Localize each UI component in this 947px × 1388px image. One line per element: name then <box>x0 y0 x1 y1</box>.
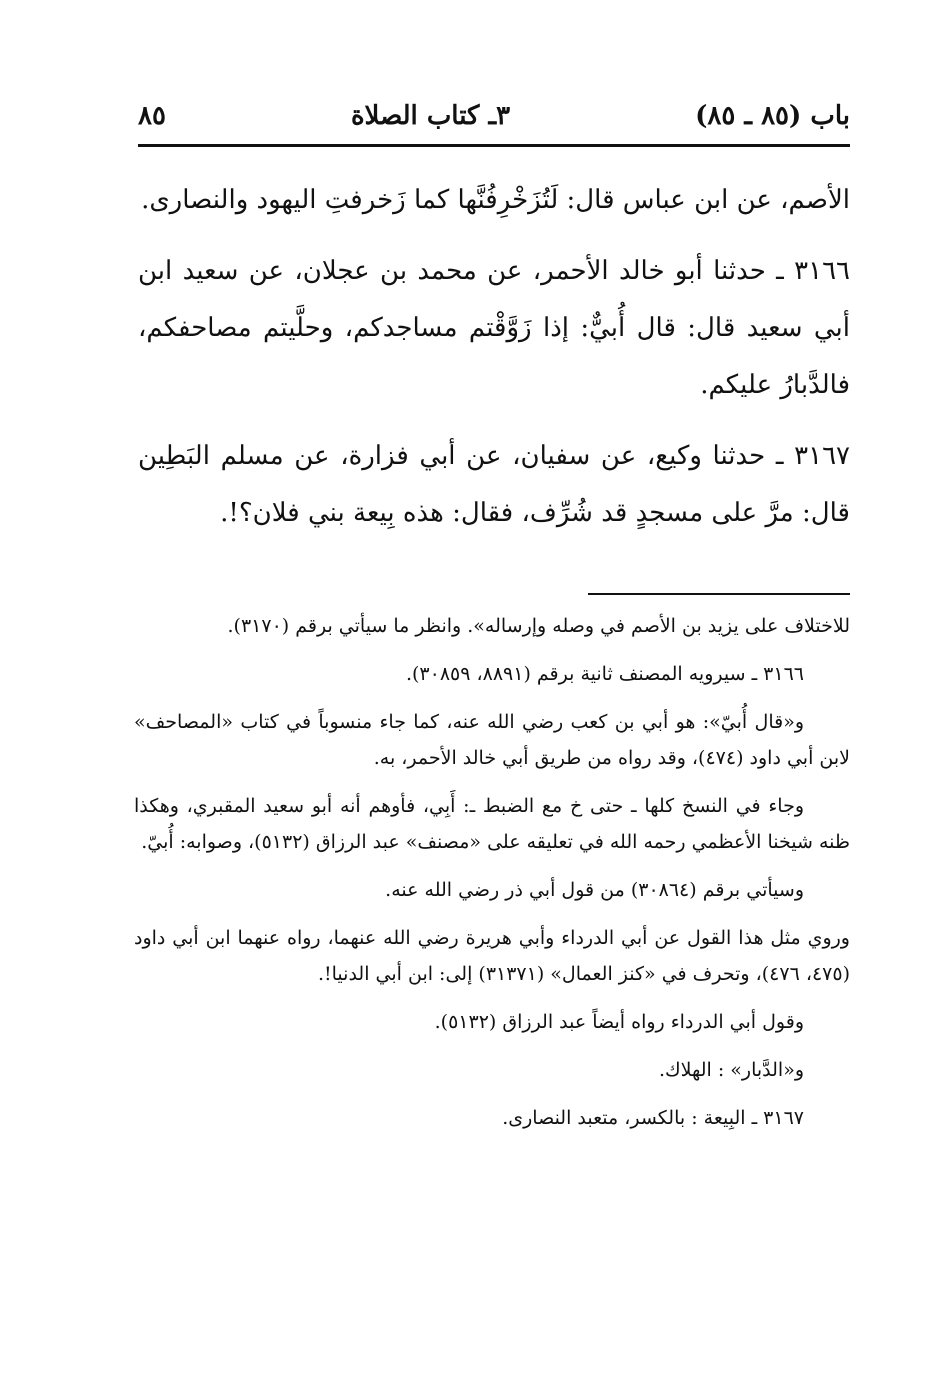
main-paragraph-3: ٣١٦٧ ـ حدثنا وكيع، عن سفيان، عن أبي فزارة، عن مسلم البَطِين قال: مرَّ على مسجدٍ قد شُرِّف، فقال: هذه بِيعة بني فلان؟!. <box>138 441 850 528</box>
footnote-1: للاختلاف على يزيد بن الأصم في وصله وإرساله». وانظر ما سيأتي برقم (٣١٧٠). <box>227 615 850 637</box>
footnote-7: وقول أبي الدرداء رواه أيضاً عبد الرزاق (٥١٣٢). <box>434 1011 804 1033</box>
main-paragraph-1: الأصم، عن ابن عباس قال: لَتُزَخْرِفُنَّها كما زَخرفتِ اليهود والنصارى. <box>141 185 850 215</box>
book-title: ٣ـ كتاب الصلاة <box>350 101 511 131</box>
header-rule <box>138 144 850 147</box>
footnote-3: و«قال أُبيّ»: هو أبي بن كعب رضي الله عنه، كما جاء منسوباً في كتاب «المصاحف» لابن أبي داود (٤٧٤)، وقد رواه من طريق أبي خالد الأحمر، به. <box>134 711 850 769</box>
footnote-6: وروي مثل هذا القول عن أبي الدرداء وأبي هريرة رضي الله عنهما، رواه عنهما ابن أبي داود (٤٧٥، ٤٧٦)، وتحرف في «كنز العمال» (٣١٣٧١) إلى: ابن أبي الدنيا!. <box>134 927 850 985</box>
footnotes <box>134 608 850 1136</box>
main-text <box>138 172 850 542</box>
footnote-2: ٣١٦٦ ـ سيرويه المصنف ثانية برقم (٨٨٩١، ٣٠٨٥٩). <box>405 663 804 685</box>
page-number: ٨٥ <box>138 101 166 131</box>
footnote-8: و«الدَّبار» : الهلاك. <box>658 1059 804 1081</box>
footnote-4: وجاء في النسخ كلها ـ حتى خ مع الضبط ـ: أَبِي، فأوهم أنه أبو سعيد المقبري، وهكذا ظنه شيخنا الأعظمي رحمه الله في تعليقه على «مصنف» عبد الرزاق (٥١٣٢)، وصوابه: أُبيّ. <box>134 795 850 853</box>
footnote-separator <box>588 593 850 595</box>
footnote-5: وسيأتي برقم (٣٠٨٦٤) من قول أبي ذر رضي الله عنه. <box>385 879 804 901</box>
footnote-9: ٣١٦٧ ـ البِيعة : بالكسر، متعبد النصارى. <box>502 1107 804 1129</box>
section-range: باب (٨٥ ـ ٨٥) <box>695 101 850 131</box>
main-paragraph-2: ٣١٦٦ ـ حدثنا أبو خالد الأحمر، عن محمد بن عجلان، عن سعيد ابن أبي سعيد قال: قال أُبيٌّ: إذا زَوَّقْتم مساجدكم، وحلَّيتم مصاحفكم، فالدَّبارُ عليكم. <box>138 256 850 400</box>
running-header <box>138 96 850 136</box>
